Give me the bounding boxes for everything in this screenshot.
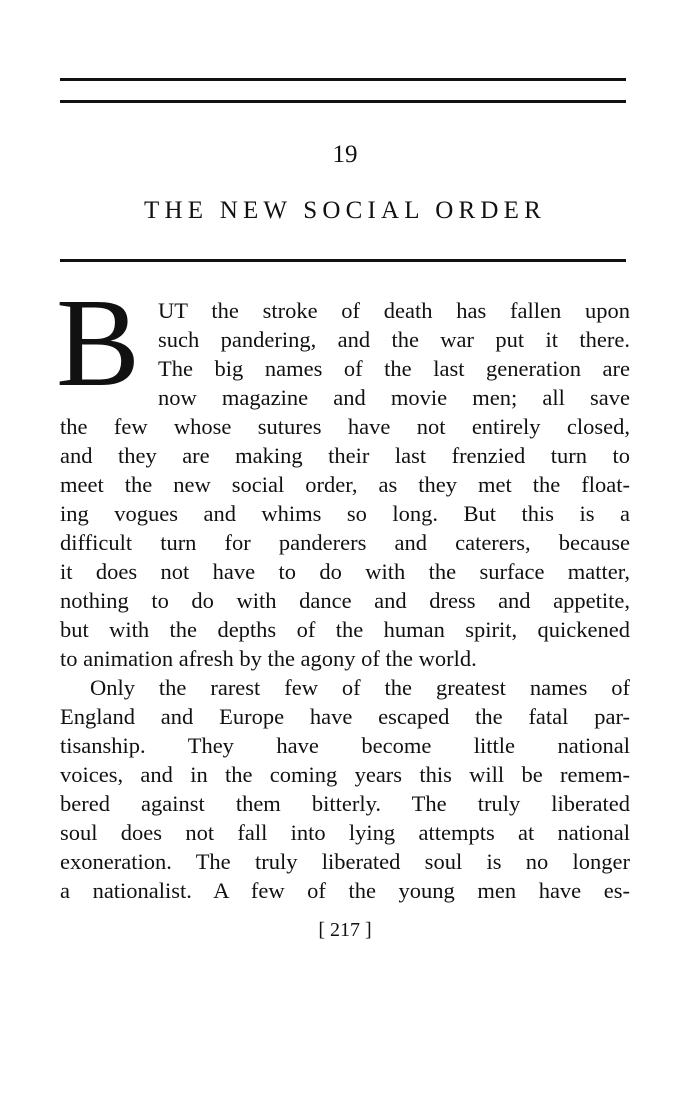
title-rule [60, 259, 626, 262]
text-line: bered against them bitterly. The truly liberated [60, 791, 630, 816]
chapter-number: 19 [332, 141, 358, 168]
text-line: the few whose sutures have not entirely closed, [60, 414, 630, 439]
text-line: meet the new social order, as they met the float- [60, 472, 630, 497]
text-line: The big names of the last generation are [158, 356, 630, 381]
text-line: now magazine and movie men; all save [158, 385, 630, 410]
text-line: tisanship. They have become little national [60, 733, 630, 758]
text-line: such pandering, and the war put it there. [158, 327, 630, 352]
drop-cap: B [56, 274, 141, 413]
text-line: to animation afresh by the agony of the world. [60, 646, 477, 671]
text-line: but with the depths of the human spirit, quickened [60, 617, 630, 642]
text-line: a nationalist. A few of the young men have es- [60, 878, 630, 903]
text-line: difficult turn for panderers and caterers, because [60, 530, 630, 555]
top-rule-upper [60, 78, 626, 81]
text-line: and they are making their last frenzied turn to [60, 443, 630, 468]
text-line: exoneration. The truly liberated soul is no longer [60, 849, 630, 874]
text-line: Only the rarest few of the greatest names of [90, 675, 630, 700]
top-rule-lower [60, 100, 626, 103]
text-line: ing vogues and whims so long. But this is a [60, 501, 630, 526]
chapter-title: THE NEW SOCIAL ORDER [144, 197, 546, 224]
text-line: nothing to do with dance and dress and appetite, [60, 588, 630, 613]
text-line: voices, and in the coming years this will be remem- [60, 762, 630, 787]
text-line: soul does not fall into lying attempts at national [60, 820, 630, 845]
text-line: England and Europe have escaped the fatal par- [60, 704, 630, 729]
text-line: UT the stroke of death has fallen upon [158, 298, 630, 323]
text-line: it does not have to do with the surface matter, [60, 559, 630, 584]
body-text [60, 296, 630, 905]
page-number: [ 217 ] [318, 919, 372, 941]
